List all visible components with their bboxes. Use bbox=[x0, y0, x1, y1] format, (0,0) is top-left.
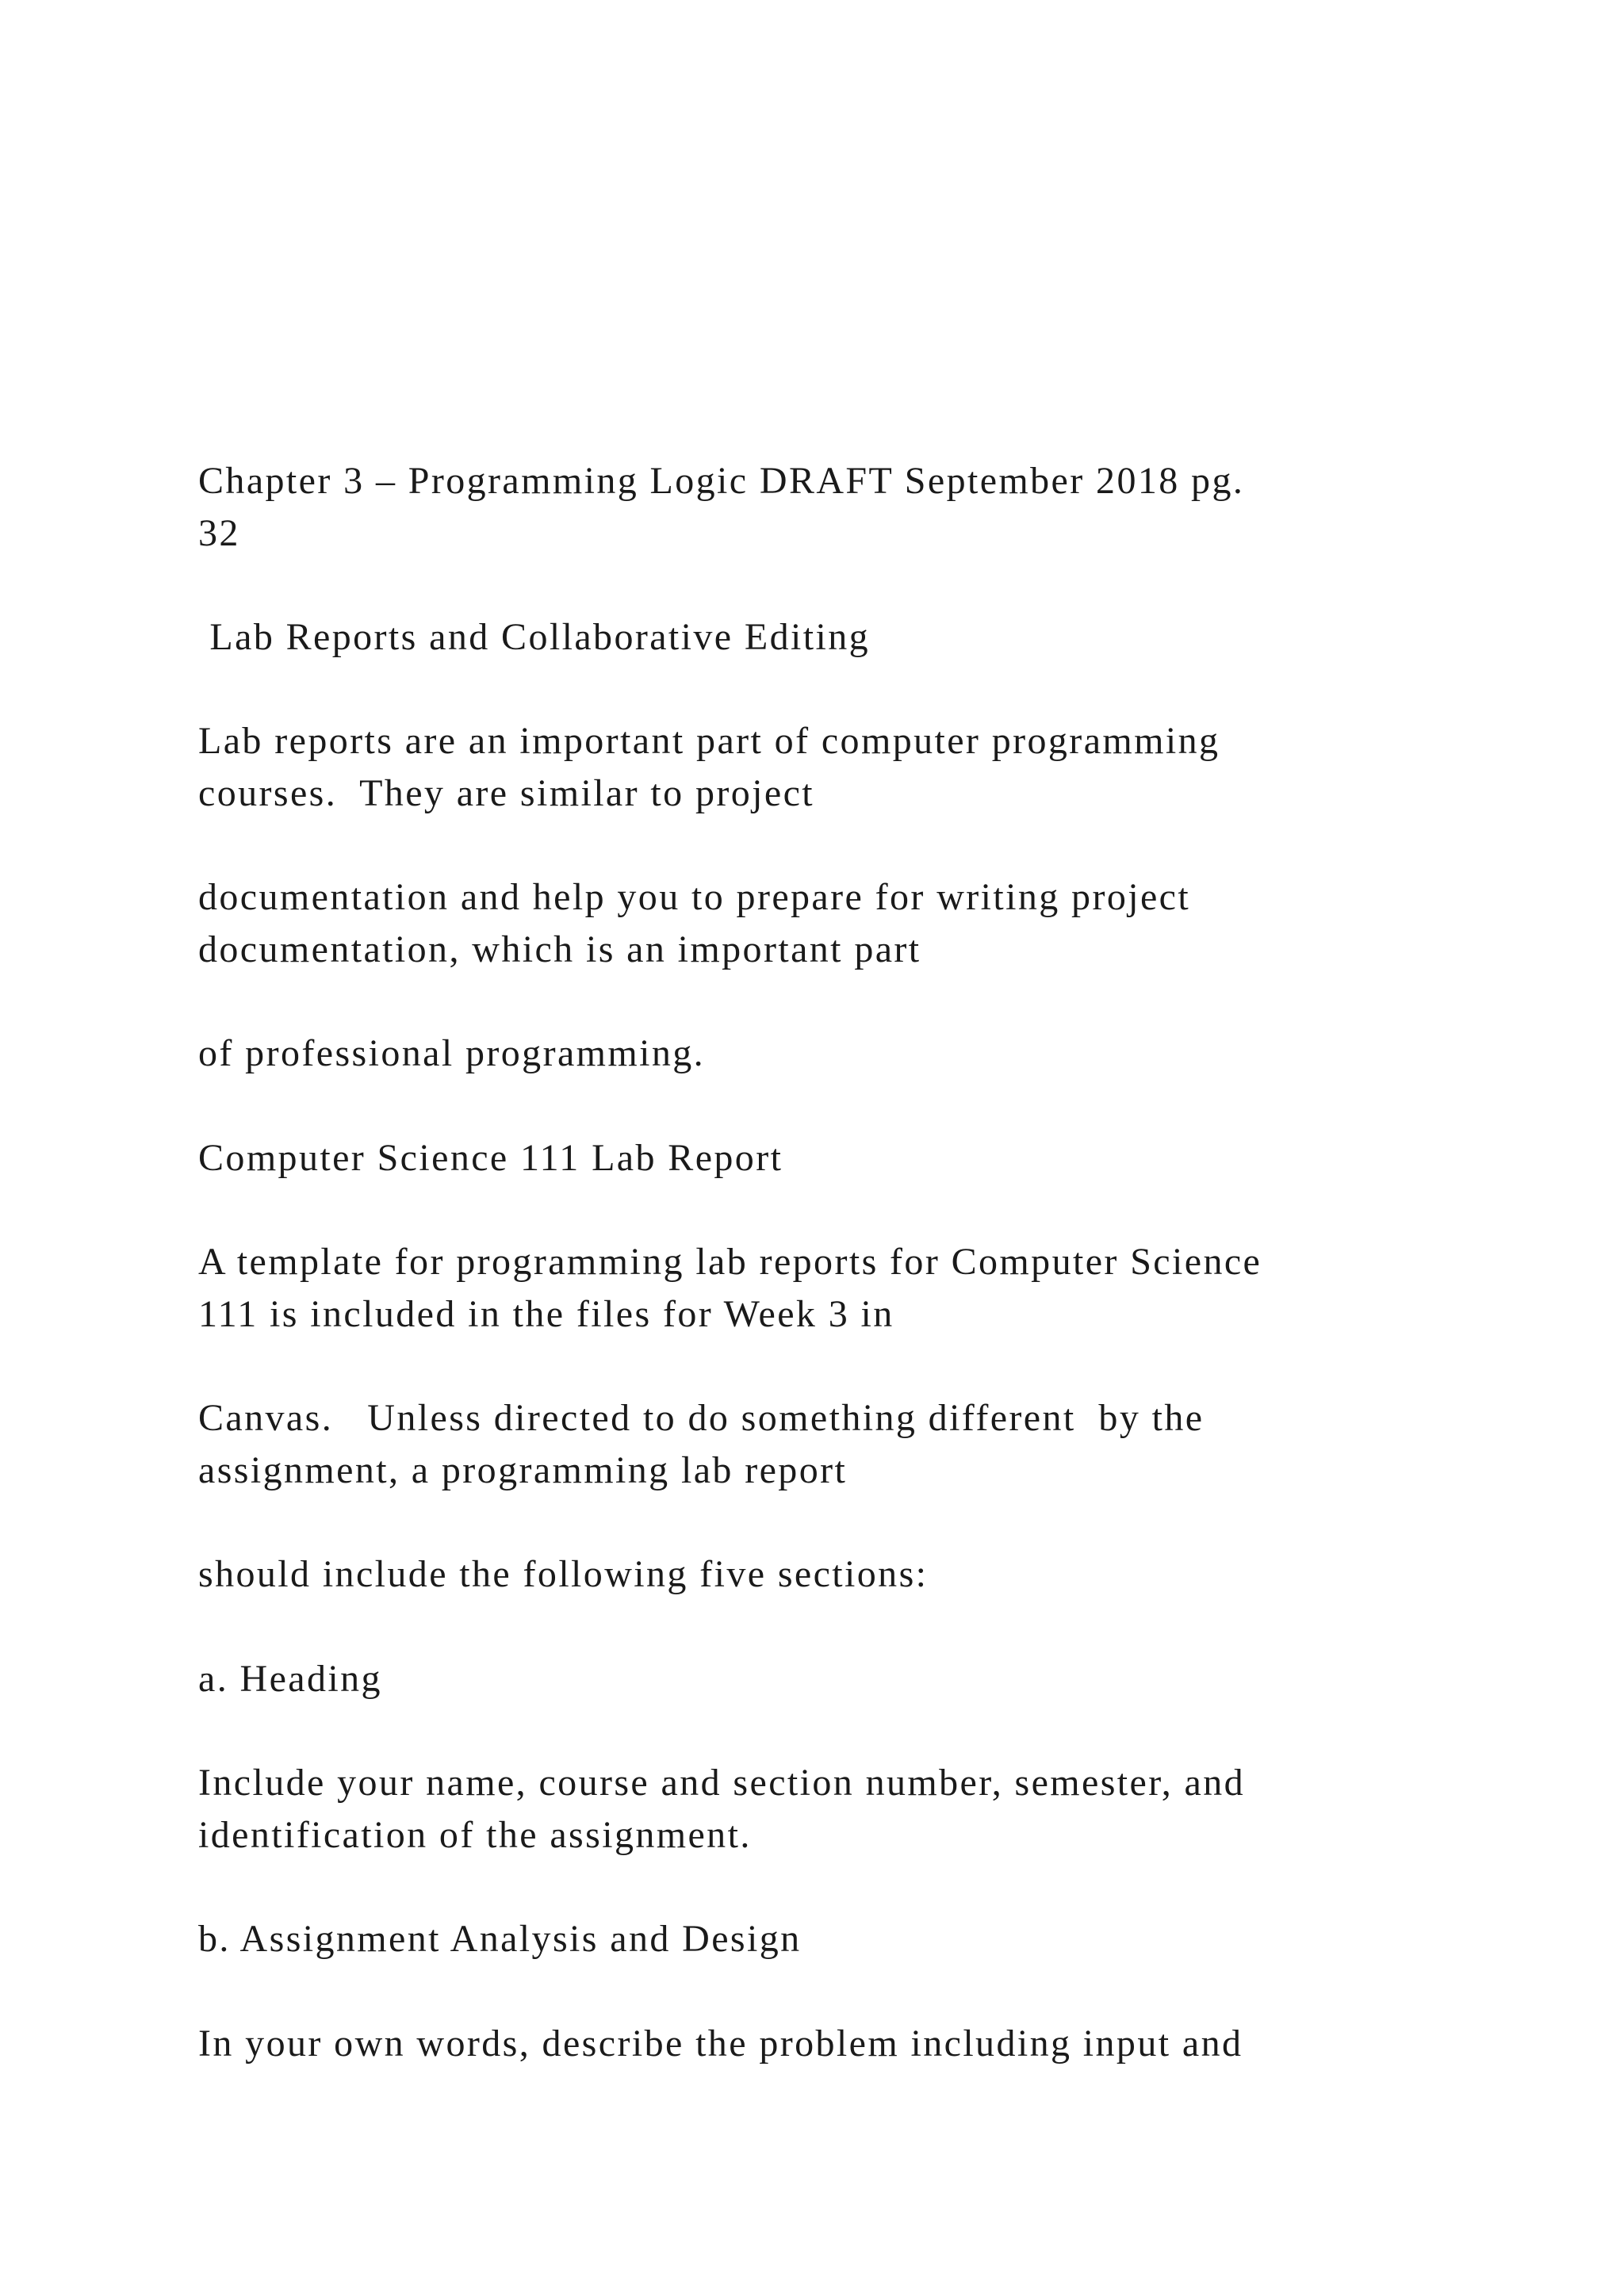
subheading-line: a. Heading bbox=[198, 1658, 382, 1700]
paragraph-line: assignment, a programming lab report bbox=[198, 1449, 848, 1491]
paragraph bbox=[198, 1548, 1467, 1601]
paragraph-line: 111 is included in the files for Week 3 in bbox=[198, 1293, 894, 1335]
paragraph bbox=[198, 2018, 1467, 2070]
subheading-line: Computer Science 111 Lab Report bbox=[198, 1137, 783, 1179]
subheading bbox=[198, 1913, 1467, 1965]
paragraph-line: Canvas. Unless directed to do something different by the bbox=[198, 1397, 1205, 1439]
subheading bbox=[198, 1653, 1467, 1705]
paragraph bbox=[198, 1236, 1467, 1341]
paragraph-line: courses. They are similar to project bbox=[198, 772, 815, 814]
paragraph-line: should include the following five sections: bbox=[198, 1553, 929, 1595]
subheading-line: b. Assignment Analysis and Design bbox=[198, 1918, 802, 1960]
paragraph-line: In your own words, describe the problem including input and bbox=[198, 2022, 1243, 2064]
paragraph-line: identification of the assignment. bbox=[198, 1814, 752, 1856]
paragraph-line: A template for programming lab reports for Computer Science bbox=[198, 1241, 1262, 1283]
paragraph-line: documentation and help you to prepare for writing project bbox=[198, 876, 1191, 918]
subheading bbox=[198, 1132, 1467, 1184]
paragraph bbox=[198, 871, 1467, 976]
page-header bbox=[198, 455, 1467, 560]
section-title bbox=[198, 611, 1467, 664]
page-header-line: 32 bbox=[198, 512, 240, 554]
paragraph bbox=[198, 1757, 1467, 1862]
paragraph bbox=[198, 715, 1467, 820]
paragraph-line: Include your name, course and section number, semester, and bbox=[198, 1762, 1246, 1804]
paragraph-line: Lab reports are an important part of computer programming bbox=[198, 720, 1220, 762]
paragraph-line: documentation, which is an important part bbox=[198, 928, 921, 970]
paragraph bbox=[198, 1027, 1467, 1080]
section-title-line: Lab Reports and Collaborative Editing bbox=[198, 616, 871, 658]
paragraph-line: of professional programming. bbox=[198, 1032, 706, 1074]
page-header-line: Chapter 3 – Programming Logic DRAFT September 2018 pg. bbox=[198, 460, 1245, 502]
paragraph bbox=[198, 1392, 1467, 1497]
